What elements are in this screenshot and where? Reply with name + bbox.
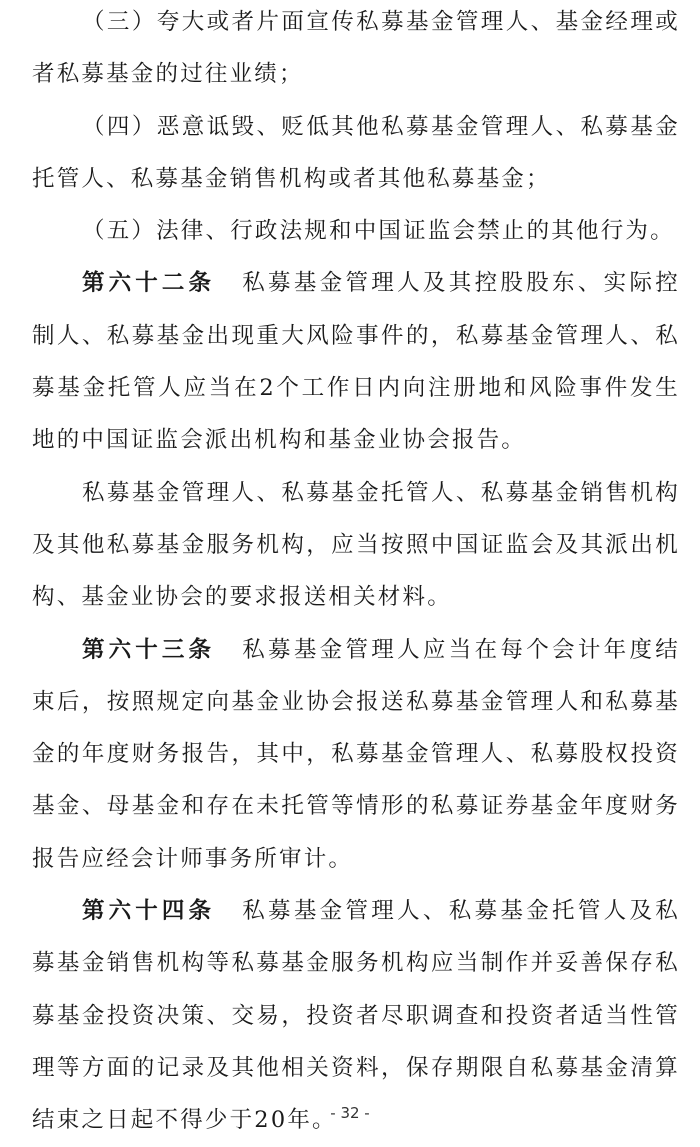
document-body: [32, 0, 680, 1147]
paragraph-text: 私募基金管理人、私募基金托管人及私募基金销售机构等私募基金服务机构应当制作并妥善保存私募基金投资决策、交易，投资者尽职调查和投资者适当性管理等方面的记录及其他相关资料，保存期限自私募基金清算结束之日起不得少于20年。: [32, 898, 680, 1134]
clause-item-3: [32, 0, 680, 101]
paragraph-text: 私募基金管理人、私募基金托管人、私募基金销售机构及其他私募基金服务机构，应当按照中国证监会及其派出机构、基金业协会的要求报送相关材料。: [32, 479, 680, 611]
clause-item-5: [32, 205, 680, 257]
paragraph-text: （五）法律、行政法规和中国证监会禁止的其他行为。: [82, 218, 675, 245]
article-63: [32, 624, 680, 885]
paragraph-text: 私募基金管理人应当在每个会计年度结束后，按照规定向基金业协会报送私募基金管理人和私募基金的年度财务报告，其中，私募基金管理人、私募股权投资基金、母基金和存在未托管等情形的私募证券基金年度财务报告应经会计师事务所审计。: [32, 636, 680, 872]
paragraph-text: （四）恶意诋毁、贬低其他私募基金管理人、私募基金托管人、私募基金销售机构或者其他私募基金；: [32, 113, 680, 192]
article-number: 第六十三条: [82, 636, 216, 663]
paragraph-text: （三）夸大或者片面宣传私募基金管理人、基金经理或者私募基金的过往业绩；: [32, 9, 680, 88]
article-62-paragraph-2: [32, 467, 680, 624]
article-number: 第六十二条: [82, 270, 216, 297]
article-62: [32, 257, 680, 466]
paragraph-text: 私募基金管理人及其控股股东、实际控制人、私募基金出现重大风险事件的，私募基金管理人、私募基金托管人应当在2个工作日内向注册地和风险事件发生地的中国证监会派出机构和基金业协会报告。: [32, 270, 680, 454]
article-number: 第六十四条: [82, 898, 216, 925]
page-number: - 32 -: [330, 1104, 370, 1122]
clause-item-4: [32, 101, 680, 206]
